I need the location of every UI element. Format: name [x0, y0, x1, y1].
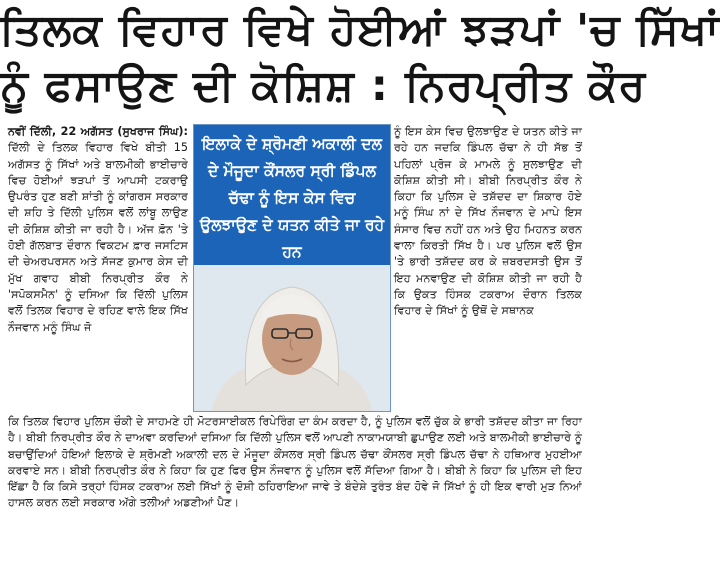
- article-bottom-text-block: [8, 414, 582, 570]
- pull-quote: ਇਲਾਕੇ ਦੇ ਸ਼੍ਰੋਮਣੀ ਅਕਾਲੀ ਦਲ ਦੇ ਮੌਜੂਦਾ ਕੌਂਸਲਰ ਸ੍ਰੀ ਡਿੰਪਲ ਚੱਢਾ ਨੂੰ ਇਸ ਕੇਸ ਵਿਚ ਉਲਝਾਉਣ ਦੇ ਯਤਨ ਕੀਤੇ ਜਾ ਰਹੇ ਹਨ: [194, 125, 390, 265]
- article-left-column: [8, 124, 188, 414]
- article-dateline: ਨਵੀਂ ਦਿੱਲੀ, 22 ਅਗੱਸਤ (ਸੁਖਰਾਜ ਸਿੰਘ):: [8, 125, 188, 138]
- pull-quote-box: [193, 124, 391, 412]
- article-bottom-text: ਕਿ ਤਿਲਕ ਵਿਹਾਰ ਪੁਲਿਸ ਚੌਕੀ ਦੇ ਸਾਹਮਣੇ ਹੀ ਮੋਟਰਸਾਈਕਲ ਰਿਪੇਰਿੰਗ ਦਾ ਕੰਮ ਕਰਦਾ ਹੈ, ਨੂੰ ਪੁਲਿਸ ਵਲੋਂ ਚੁੱਕ ਕੇ ਭਾਰੀ ਤਸ਼ੱਦਦ ਕੀਤਾ ਜਾ ਰਿਹਾ ਹੈ। ਬੀਬੀ ਨਿਰਪ੍ਰੀਤ ਕੌਰ ਨੇ ਦਾਅਵਾ ਕਰਦਿਆਂ ਦਸਿਆ ਕਿ ਦਿੱਲੀ ਪੁਲਿਸ ਵਲੋਂ ਆਪਣੀ ਨਾਕਾਮਯਾਬੀ ਛੁਪਾਉਣ ਲਈ ਅਤੇ ਬਾਲਮੀਕੀ ਭਾਈਚਾਰੇ ਨੂੰ ਬਚਾਉਂਦਿਆਂ ਹੋਇਆਂ ਇਲਾਕੇ ਦੇ ਸ਼੍ਰੋਮਣੀ ਅਕਾਲੀ ਦਲ ਦੇ ਮੌਜੂਦਾ ਕੌਂਸਲਰ ਸ੍ਰੀ ਡਿੰਪਲ ਚੱਢਾ ਕੌਂਸਲਰ ਸ੍ਰੀ ਡਿੰਪਲ ਚੱਢਾ ਨੇ ਹਥਿਆਰ ਮੁਹਈਆ ਕਰਵਾਏ ਸਨ। ਬੀਬੀ ਨਿਰਪ੍ਰੀਤ ਕੌਰ ਨੇ ਕਿਹਾ ਕਿ ਹੁਣ ਫਿਰ ਉਸ ਨੌਜਵਾਨ ਨੂੰ ਪੁਲਿਸ ਵਲੋਂ ਸੱਦਿਆ ਗਿਆ ਹੈ। ਬੀਬੀ ਨੇ ਕਿਹਾ ਕਿ ਪੁਲਿਸ ਦੀ ਇਹ ਇੱਛਾ ਹੈ ਕਿ ਕਿਸੇ ਤਰ੍ਹਾਂ ਹਿੰਸਕ ਟਕਰਾਅ ਲਈ ਸਿੱਖਾਂ ਨੂੰ ਦੋਸ਼ੀ ਠਹਿਰਾਇਆ ਜਾਵੇ ਤੇ ਬੰਦੇਸ਼ੇ ਤੁਰੰਤ ਬੰਦ ਹੋਵੇ ਜੋ ਸਿੱਖਾਂ ਨੂੰ ਹੀ ਇਕ ਵਾਰੀ ਮੁੜ ਨਿਆਂ ਹਾਸਲ ਕਰਨ ਲਈ ਸਰਕਾਰ ਅੱਗੇ ਤਲੀਆਂ ਅਡਣੀਆਂ ਪੈਣ।: [8, 415, 582, 510]
- article-right-column: [394, 124, 582, 414]
- portrait-photo: [194, 265, 390, 411]
- article-right-text: ਨੂੰ ਇਸ ਕੇਸ ਵਿਚ ਉਲਝਾਉਣ ਦੇ ਯਤਨ ਕੀਤੇ ਜਾ ਰਹੇ ਹਨ ਜਦਕਿ ਡਿੰਪਲ ਚੱਢਾ ਨੇ ਹੀ ਸੱਭ ਤੋਂ ਪਹਿਲਾਂ ਪ੍ਰੋਜ ਕੇ ਮਾਮਲੇ ਨੂੰ ਸੁਲਝਾਉਣ ਦੀ ਕੋਸ਼ਿਸ਼ ਕੀਤੀ ਸੀ। ਬੀਬੀ ਨਿਰਪ੍ਰੀਤ ਕੌਰ ਨੇ ਕਿਹਾ ਕਿ ਪੁਲਿਸ ਦੇ ਤਸ਼ੱਦਦ ਦਾ ਸ਼ਿਕਾਰ ਹੋਏ ਮਨੂੰ ਸਿੰਘ ਨਾਂ ਦੇ ਸਿੱਖ ਨੌਜਵਾਨ ਦੇ ਮਾਪੇ ਇਸ ਸੰਸਾਰ ਵਿਚ ਨਹੀਂ ਹਨ ਅਤੇ ਉਹ ਮਿਹਨਤ ਕਰਨ ਵਾਲਾ ਕਿਰਤੀ ਸਿੱਖ ਹੈ। ਪਰ ਪੁਲਿਸ ਵਲੋਂ ਉਸ 'ਤੇ ਭਾਰੀ ਤਸ਼ੱਦਦ ਕਰ ਕੇ ਜ਼ਬਰਦਸਤੀ ਉਸ ਤੋਂ ਇਹ ਮਨਵਾਉਣ ਦੀ ਕੋਸ਼ਿਸ਼ ਕੀਤੀ ਜਾ ਰਹੀ ਹੈ ਕਿ ਉਕਤ ਹਿੰਸਕ ਟਕਰਾਅ ਦੌਰਾਨ ਤਿਲਕ ਵਿਹਾਰ ਦੇ ਸਿੱਖਾਂ ਨੂੰ ਉਥੋਂ ਦੇ ਸਥਾਨਕ: [394, 125, 582, 318]
- headline-line-2: ਨੂੰ ਫਸਾਉਣ ਦੀ ਕੋਸ਼ਿਸ਼ : ਨਿਰਪ੍ਰੀਤ ਕੌਰ: [0, 61, 647, 111]
- article-left-text: ਦਿੱਲੀ ਦੇ ਤਿਲਕ ਵਿਹਾਰ ਵਿਖੇ ਬੀਤੀ 15 ਅਗੱਸਤ ਨੂੰ ਸਿੱਖਾਂ ਅਤੇ ਬਾਲਮੀਕੀ ਭਾਈਚਾਰੇ ਵਿਚ ਹੋਈਆਂ ਝੜਪਾਂ ਤੋਂ ਆਪਸੀ ਟਕਰਾਉ ਉਪਰੰਤ ਹੁਣ ਬਣੀ ਸ਼ਾਂਤੀ ਨੂੰ ਕਾਂਗਰਸ ਸਰਕਾਰ ਦੀ ਸ਼ਹਿ ਤੇ ਦਿੱਲੀ ਪੁਲਿਸ ਵਲੋਂ ਲਾਂਬੂ ਲਾਉਣ ਦੀ ਕੋਸ਼ਿਸ਼ ਕੀਤੀ ਜਾ ਰਹੀ ਹੈ। ਅੱਜ ਫ਼ੋਨ 'ਤੇ ਹੋਈ ਗੱਲਬਾਤ ਦੌਰਾਨ ਵਿਕਟਮ ਫ਼ਾਰ ਜਸਟਿਸ ਦੀ ਚੇਅਰਪਰਸਨ ਅਤੇ ਸੱਜਣ ਕੁਮਾਰ ਕੇਸ ਦੀ ਮੁੱਖ ਗਵਾਹ ਬੀਬੀ ਨਿਰਪ੍ਰੀਤ ਕੌਰ ਨੇ 'ਸਪੋਕਸਮੈਨ' ਨੂੰ ਦਸਿਆ ਕਿ ਦਿੱਲੀ ਪੁਲਿਸ ਵਲੋਂ ਤਿਲਕ ਵਿਹਾਰ ਦੇ ਰਹਿਣ ਵਾਲੇ ਇਕ ਸਿੱਖ ਨੌਜਵਾਨ ਮਨੂੰ ਸਿੰਘ ਜੋ: [8, 141, 188, 334]
- headline-line-1: ਤਿਲਕ ਵਿਹਾਰ ਵਿਖੇ ਹੋਈਆਂ ਝੜਪਾਂ 'ਚ ਸਿੱਖਾਂ: [0, 5, 720, 55]
